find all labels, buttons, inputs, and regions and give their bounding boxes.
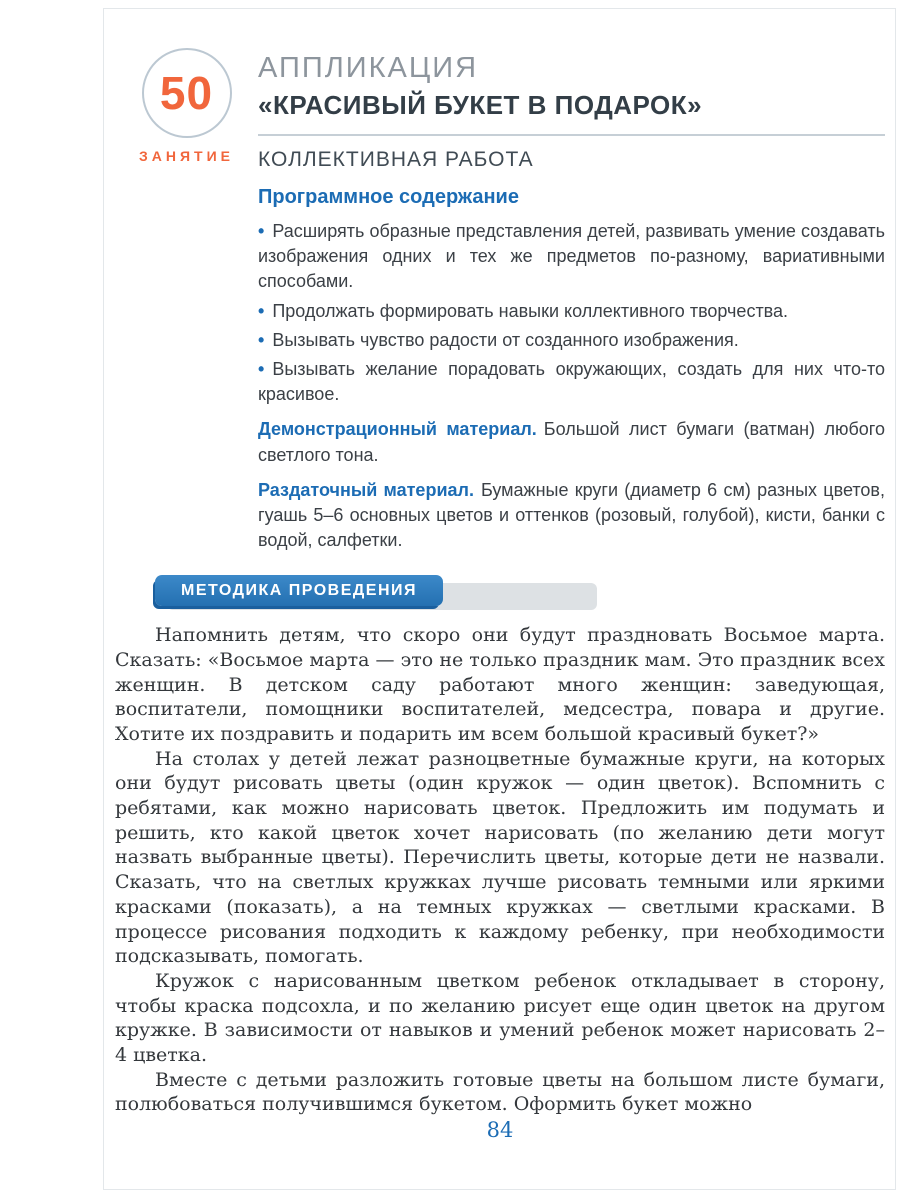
bullet-icon: • [258,221,265,241]
lesson-subtitle: КОЛЛЕКТИВНАЯ РАБОТА [258,148,534,171]
page-number: 84 [486,1118,514,1142]
method-banner [115,575,885,609]
bullet-text: Расширять образные представления детей, развивать умение создавать изображения одних и тех же предметов по-разному, вариативными способами. [258,221,885,292]
material-text: Бумажные круги (диаметр 6 см) разных цветов, гуашь 5–6 основных цветов и оттенков (розовый, голубой), кисти, банки с водой, салфетки. [258,479,885,551]
method-paragraph: Напомнить детям, что скоро они будут праздновать Восьмое марта. Сказать: «Восьмое марта — это не только праздник мам. Это праздник всех женщин. В детском саду работают много женщин: заведующая, воспитатели, помощники воспитателей, медсестра, повара и другие. Хотите их поздравить и подарить им всем большой красивый букет?» [115,624,885,745]
lesson-type-title: АППЛИКАЦИЯ [258,52,479,84]
program-bullet [258,328,885,353]
program-bullet [258,357,885,407]
method-paragraph: Вместе с детьми разложить готовые цветы на большом листе бумаги, полюбоваться получившимся букетом. Оформить букет можно [115,1068,885,1116]
method-paragraph: На столах у детей лежат разноцветные бумажные круги, на которых они будут рисовать цветы (один кружок — один цветок). Вспомнить с ребятами, как можно нарисовать цветок. Предложить им подумать и решить, кто какой цветок хочет нарисовать (по желанию дети могут назвать выбранные цветы). Перечислить цветы, которые дети не назвали. Сказать, что на светлых кружках лучше рисовать темными или яркими красками (показать), а на темных кружках — светлыми красками. В процессе рисования подходить к каждому ребенку, при необходимости подсказывать, помогать. [115,747,885,968]
program-section [258,186,885,553]
bullet-icon: • [258,329,265,350]
material-label: Раздаточный материал. [258,479,474,500]
lesson-label: ЗАНЯТИЕ [138,148,234,164]
program-bullet [258,299,885,324]
bullet-text: Вызывать желание порадовать окружающих, создать для них что-то красивое. [258,358,885,405]
title-divider [258,134,885,136]
bullet-icon: • [258,358,265,379]
bullet-text: Вызывать чувство радости от созданного изображения. [272,329,739,350]
method-paragraph: Кружок с нарисованным цветком ребенок откладывает в сторону, чтобы краска подсохла, и по желанию рисует еще один цветок на другом кружке. В зависимости от навыков и умений ребенок может нарисовать 2–4 цветка. [115,969,885,1066]
lesson-number-circle [142,48,232,138]
material-label: Демонстрационный материал. [258,419,537,440]
book-page [115,46,885,1117]
material-paragraph [258,417,885,467]
lesson-title: «КРАСИВЫЙ БУКЕТ В ПОДАРОК» [258,90,703,120]
program-bullet [258,219,885,295]
lesson-number: 50 [159,67,214,119]
method-banner-label: МЕТОДИКА ПРОВЕДЕНИЯ [155,575,443,606]
bullet-text: Продолжать формировать навыки коллективного творчества. [272,300,789,321]
bullet-icon: • [258,300,265,321]
material-text: Большой лист бумаги (ватман) любого светлого тона. [258,419,885,465]
lesson-number-badge [115,46,258,172]
program-heading: Программное содержание [258,186,519,208]
material-paragraph [258,478,885,554]
method-section [115,623,885,1117]
lesson-header [115,46,885,172]
title-block [258,46,885,172]
